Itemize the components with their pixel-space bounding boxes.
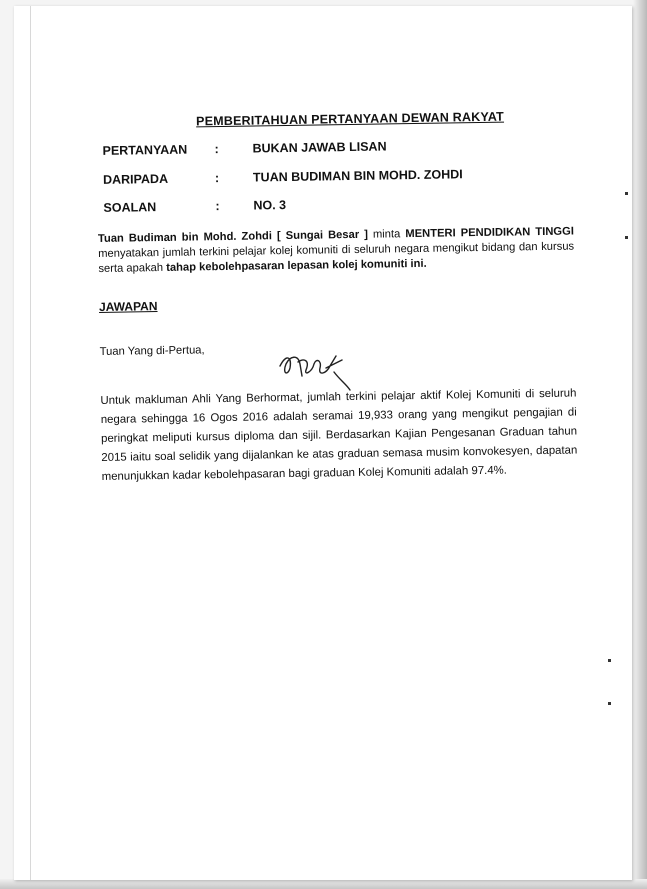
page-fold-line [30, 6, 31, 880]
meta-colon: : [214, 171, 220, 186]
answer-heading: JAWAPAN [98, 299, 158, 314]
scan-speck [608, 659, 611, 662]
scan-shadow-right [633, 0, 647, 889]
scan-speck [608, 702, 611, 705]
meta-label: SOALAN [103, 200, 157, 215]
meta-value: TUAN BUDIMAN BIN MOHD. ZOHDI [252, 167, 463, 185]
question-minister: MENTERI PENDIDIKAN TINGGI [405, 225, 574, 241]
meta-value: NO. 3 [253, 198, 287, 213]
question-asker: Tuan Budiman bin Mohd. Zohdi [ Sungai Besar ] [97, 228, 369, 245]
meta-value: BUKAN JAWAB LISAN [252, 139, 387, 156]
question-text-minta: minta [367, 228, 406, 241]
scan-speck [625, 236, 628, 239]
salutation: Tuan Yang di-Pertua, [99, 344, 205, 358]
question-text: menyatakan jumlah terkini pelajar kolej komuniti di seluruh negara mengikut bidang dan kursus serta apakah [98, 240, 575, 275]
handwritten-signature [276, 346, 356, 396]
scan-speck [625, 192, 628, 195]
document-content [96, 108, 578, 483]
meta-label: DARIPADA [102, 171, 169, 187]
answer-paragraph: Untuk makluman Ahli Yang Berhormat, jumlah terkini pelajar aktif Kolej Komuniti di seluruh negara sehingga 16 Ogos 2016 adalah seramai 19,933 orang yang mengikut pengajian di peringkat meliputi kursus diploma dan sijil. Berdasarkan Kajian Pengesanan Graduan tahun 2015 iaitu soal selidik yang dijalankan ke atas graduan semasa musim konvokesyen, dapatan menunjukkan kadar kebolehpasaran bagi graduan Kolej Komuniti adalah 97.4%. [100, 387, 578, 483]
question-emphasis: tahap kebolehpasaran lepasan kolej komuniti ini. [166, 257, 427, 274]
document-page [14, 6, 632, 880]
meta-colon: : [215, 199, 220, 214]
scan-shadow-bottom [0, 879, 647, 889]
document-title: PEMBERITAHUAN PERTANYAAN DEWAN RAKYAT [195, 109, 505, 129]
meta-colon: : [214, 142, 219, 157]
question-paragraph [98, 225, 575, 277]
meta-label: PERTANYAAN [102, 142, 188, 158]
